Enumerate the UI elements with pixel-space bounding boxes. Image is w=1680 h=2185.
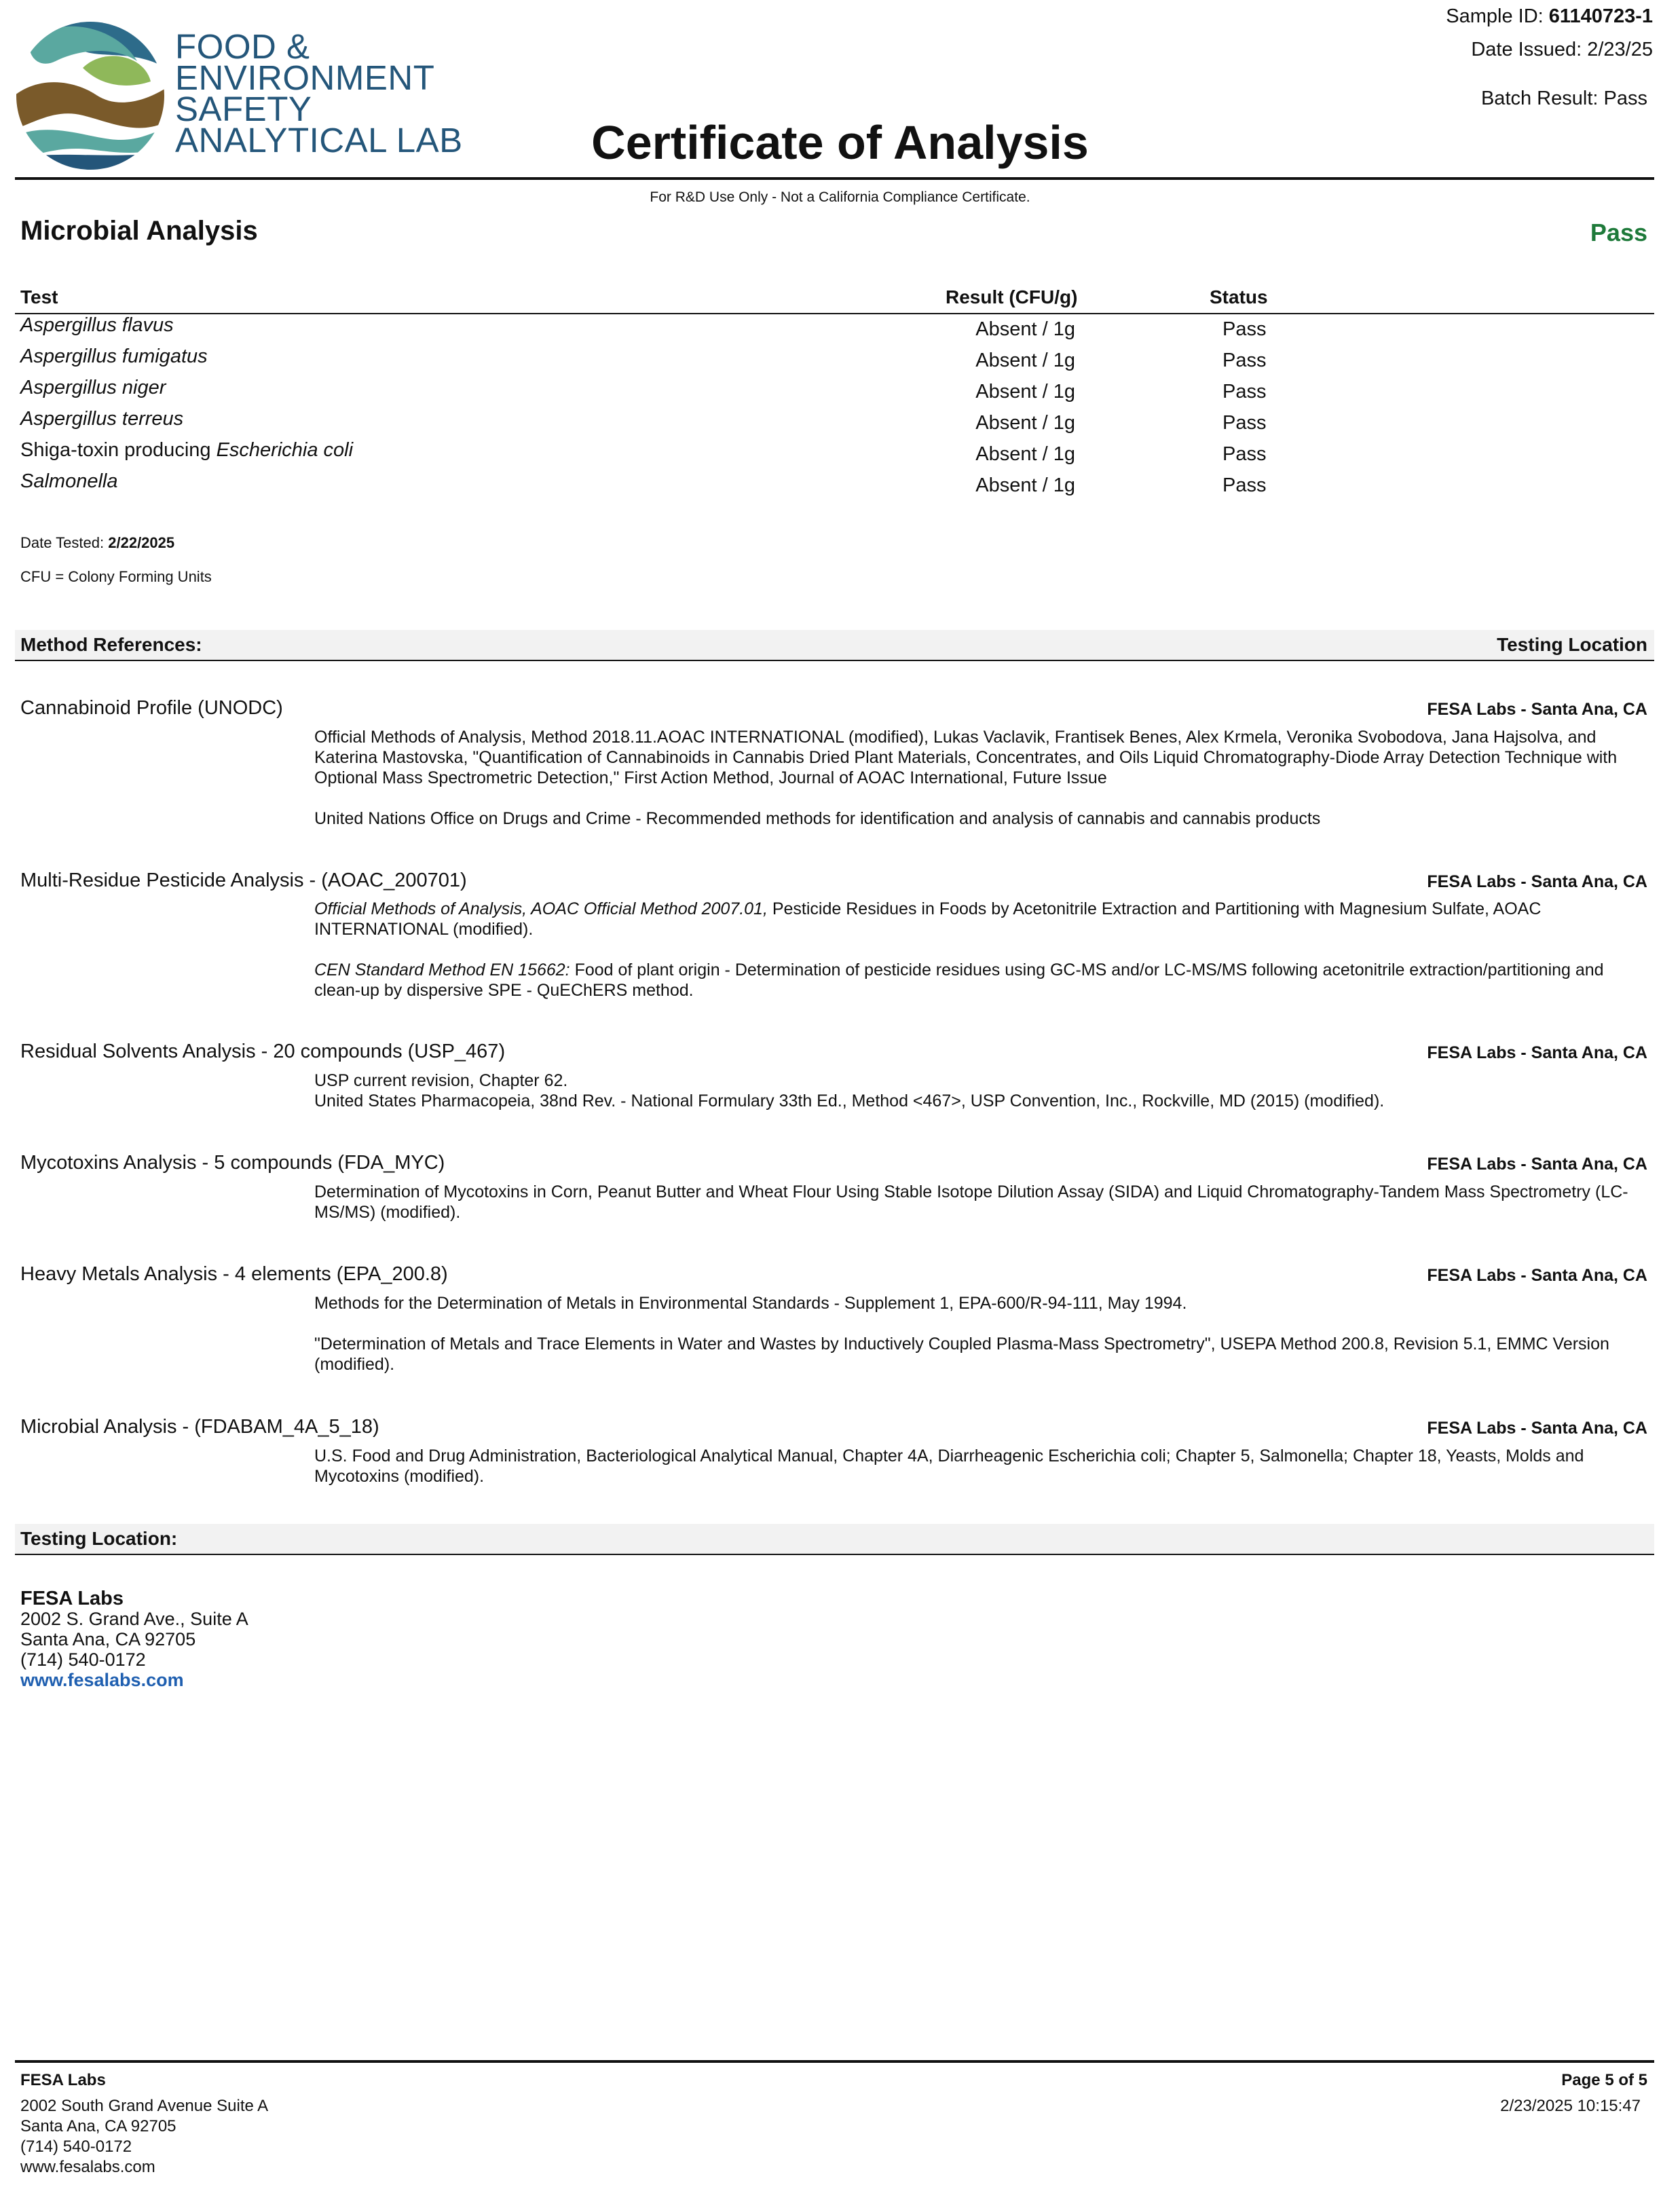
- phone: (714) 540-0172: [20, 1649, 146, 1670]
- method-location: FESA Labs - Santa Ana, CA: [1427, 1266, 1647, 1285]
- status-value: Pass: [1222, 350, 1267, 371]
- result-value: Absent / 1g: [975, 381, 1075, 403]
- col-header-result: Result (CFU/g): [946, 286, 1078, 307]
- header-divider: [15, 177, 1654, 180]
- method-name: Residual Solvents Analysis - 20 compounds (USP_467): [20, 1041, 506, 1062]
- result-value: Absent / 1g: [975, 350, 1075, 371]
- address-line-2: Santa Ana, CA 92705: [20, 1629, 196, 1649]
- logo-line-1: FOOD &: [175, 27, 310, 66]
- status-value: Pass: [1222, 381, 1267, 403]
- method-reference-text: Determination of Mycotoxins in Corn, Peanut Butter and Wheat Flour Using Stable Isotope Dilution Assay (SIDA) and Liquid Chromatography-Tandem Mass Spectrometry (LC-MS/MS) (modified).: [314, 1182, 1628, 1222]
- footer-meta: [1500, 2070, 1647, 2116]
- method-name: Multi-Residue Pesticide Analysis - (AOAC_200701): [20, 870, 467, 891]
- method-description: [314, 727, 1647, 829]
- method-description: [314, 899, 1647, 1001]
- table-row: [0, 470, 1680, 502]
- logo-line-2: ENVIRONMENT: [175, 58, 435, 97]
- method-location: FESA Labs - Santa Ana, CA: [1427, 872, 1647, 891]
- batch-result: Batch Result: Pass: [1480, 88, 1647, 109]
- testing-location-heading: Testing Location: [1497, 634, 1647, 655]
- date-tested: Date Tested: 2/22/2025: [20, 534, 175, 551]
- section-title: Microbial Analysis: [20, 216, 258, 246]
- method-reference-text: United States Pharmacopeia, 38nd Rev. - National Formulary 33th Ed., Method <467>, USP Convention, Inc., Rockville, MD (2015) (modified).: [314, 1091, 1385, 1110]
- method-location: FESA Labs - Santa Ana, CA: [1427, 1043, 1647, 1062]
- footer-website[interactable]: www.fesalabs.com: [20, 2158, 155, 2176]
- method-reference-text: Official Methods of Analysis, AOAC Official Method 2007.01, Pesticide Residues in Foods by Acetonitrile Extraction and Partitioning with Magnesium Sulfate, AOAC INTERNATIONAL (modified).: [314, 899, 1542, 939]
- method-reference-text: CEN Standard Method EN 15662: Food of plant origin - Determination of pesticide residues using GC-MS and/or LC-MS/MS following acetonitrile extraction/partitioning and clean-up by dispersive SPE - QuEChERS method.: [314, 960, 1604, 1000]
- method-location: FESA Labs - Santa Ana, CA: [1427, 1419, 1647, 1438]
- method-reference-text: Official Methods of Analysis, Method 2018.11.AOAC INTERNATIONAL (modified), Lukas Vaclavik, Frantisek Benes, Alex Krmela, Veronika Svobodova, Jana Hajsolva, and Katerina Mastovska, "Quantification of Cannabinoids in Cannabis Dried Plant Materials, Concentrates, and Oils Liquid Chromatography-Diode Array Detection Technique with Optional Mass Spectrometric Detection," First Action Method, Journal of AOAC International, Future Issue: [314, 728, 1618, 787]
- col-header-status: Status: [1210, 286, 1268, 307]
- footer-address-line-1: 2002 South Grand Avenue Suite A: [20, 2097, 269, 2115]
- method-references-heading: Method References:: [20, 634, 202, 655]
- overall-status-badge: Pass: [1590, 219, 1647, 246]
- status-value: Pass: [1222, 412, 1267, 434]
- table-row: [0, 439, 1680, 470]
- result-value: Absent / 1g: [975, 318, 1075, 340]
- test-name: Aspergillus flavus: [20, 314, 174, 336]
- method-reference-text: USP current revision, Chapter 62.: [314, 1071, 568, 1090]
- method-name: Mycotoxins Analysis - 5 compounds (FDA_MYC): [20, 1152, 445, 1174]
- cfu-note: CFU = Colony Forming Units: [20, 568, 212, 585]
- method-location: FESA Labs - Santa Ana, CA: [1427, 700, 1647, 719]
- method-reference-text: United Nations Office on Drugs and Crime - Recommended methods for identification and analysis of cannabis and cannabis products: [314, 809, 1321, 828]
- sample-id-value: 61140723-1: [1548, 5, 1653, 27]
- date-issued: Date Issued: 2/23/25: [1471, 39, 1653, 60]
- compliance-note: For R&D Use Only - Not a California Compliance Certificate.: [650, 189, 1030, 205]
- result-value: Absent / 1g: [975, 474, 1075, 496]
- print-timestamp: 2/23/2025 10:15:47: [1500, 2097, 1641, 2115]
- page-title: Certificate of Analysis: [591, 116, 1089, 169]
- result-value: Absent / 1g: [975, 443, 1075, 465]
- lab-name: FESA Labs: [20, 1588, 124, 1609]
- testing-location-bar: [15, 1524, 1654, 1555]
- testing-location-title: Testing Location:: [20, 1528, 178, 1549]
- method-location: FESA Labs - Santa Ana, CA: [1427, 1155, 1647, 1174]
- page-number: Page 5 of 5: [1561, 2071, 1647, 2089]
- testing-location-address: [20, 1588, 248, 1690]
- test-name: Aspergillus terreus: [20, 408, 184, 430]
- method-description: [314, 1070, 1647, 1111]
- method-name: Microbial Analysis - (FDABAM_4A_5_18): [20, 1416, 379, 1438]
- method-name: Heavy Metals Analysis - 4 elements (EPA_200.8): [20, 1263, 448, 1285]
- website-link[interactable]: www.fesalabs.com: [20, 1670, 184, 1690]
- method-reference-text: U.S. Food and Drug Administration, Bacteriological Analytical Manual, Chapter 4A, Diarrheagenic Escherichia coli; Chapter 5, Salmonella; Chapter 18, Yeasts, Molds and Mycotoxins (modified).: [314, 1446, 1584, 1486]
- footer-address-line-2: Santa Ana, CA 92705: [20, 2117, 176, 2135]
- method-name: Cannabinoid Profile (UNODC): [20, 697, 283, 719]
- table-row: [0, 408, 1680, 439]
- table-row: [0, 346, 1680, 377]
- method-description: [314, 1293, 1647, 1375]
- logo-line-4: ANALYTICAL LAB: [175, 121, 463, 160]
- test-name: Aspergillus niger: [20, 377, 166, 398]
- method-description: [314, 1182, 1647, 1222]
- table-row: [0, 314, 1680, 346]
- test-name: Salmonella: [20, 470, 118, 492]
- footer-lab-name: FESA Labs: [20, 2071, 106, 2089]
- status-value: Pass: [1222, 318, 1267, 340]
- test-name: Aspergillus fumigatus: [20, 346, 208, 367]
- footer-divider: [15, 2060, 1654, 2063]
- footer-address: [20, 2070, 268, 2178]
- footer-phone: (714) 540-0172: [20, 2137, 132, 2156]
- table-row: [0, 377, 1680, 408]
- method-references-bar: [15, 630, 1654, 661]
- method-reference-text: "Determination of Metals and Trace Elements in Water and Wastes by Inductively Coupled Plasma-Mass Spectrometry", USEPA Method 200.8, Revision 5.1, EMMC Version (modified).: [314, 1334, 1609, 1374]
- status-value: Pass: [1222, 474, 1267, 496]
- sample-id: Sample ID: 61140723-1: [1446, 5, 1653, 27]
- address-line-1: 2002 S. Grand Ave., Suite A: [20, 1609, 248, 1629]
- status-value: Pass: [1222, 443, 1267, 465]
- result-value: Absent / 1g: [975, 412, 1075, 434]
- col-header-test: Test: [20, 286, 58, 307]
- method-reference-text: Methods for the Determination of Metals in Environmental Standards - Supplement 1, EPA-600/R-94-111, May 1994.: [314, 1294, 1187, 1313]
- test-name: Shiga-toxin producing Escherichia coli: [20, 439, 354, 461]
- logo-line-3: SAFETY: [175, 90, 312, 128]
- method-description: [314, 1446, 1647, 1487]
